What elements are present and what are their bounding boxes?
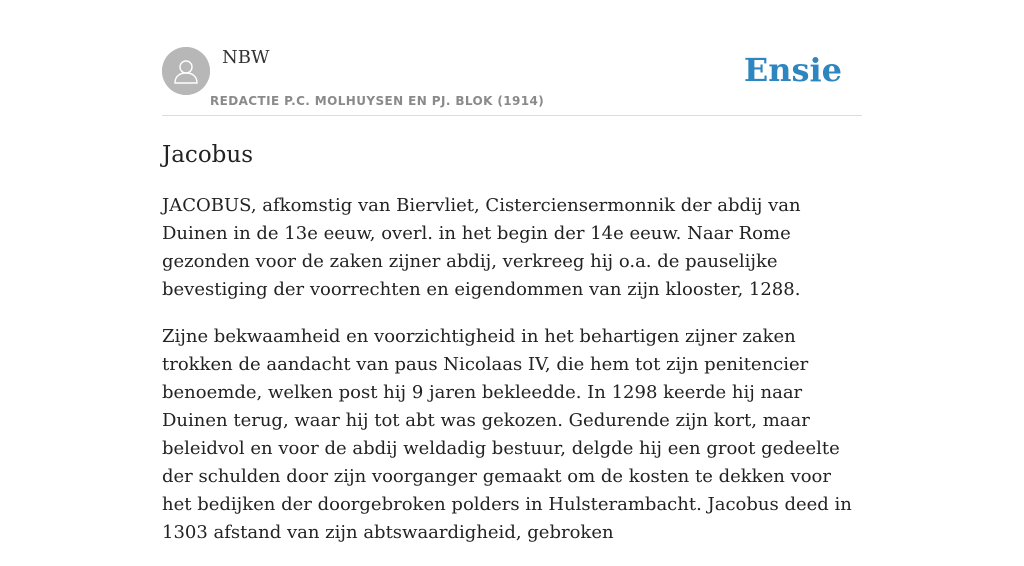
user-avatar-icon [162,47,210,95]
article-title: Jacobus [162,142,254,168]
author-name[interactable]: NBW [222,47,270,68]
article-paragraph: Zijne bekwaamheid en voorzichtigheid in het behartigen zijner zaken trokken de aandacht van paus Nicolaas IV, die hem tot zijn penitencier benoemde, welken post hij 9 jaren bekleedde. In 1298 keerde hij naar Duinen terug, waar hij tot abt was gekozen. Gedurende zijn kort, maar beleidvol en voor de abdij weldadig bestuur, delgde hij een groot gedeelte der schulden door zijn voorganger gemaakt om de kosten te dekken voor het bedijken der doorgebroken polders in Hulsterambacht. Jacobus deed in 1303 afstand van zijn abtswaardigheid, gebroken [162,326,852,543]
page-container [162,0,862,543]
editorial-credit: REDACTIE P.C. MOLHUYSEN EN PJ. BLOK (1914) [210,94,545,108]
article-body [162,192,862,566]
user-silhouette-icon [162,47,210,95]
ensie-logo-link[interactable]: Ensie [743,51,842,89]
article-paragraph: JACOBUS, afkomstig van Biervliet, Cisterciensermonnik der abdij van Duinen in de 13e eeuw, overl. in het begin der 14e eeuw. Naar Rome gezonden voor de zaken zijner abdij, verkreeg hij o.a. de pauselijke bevestiging der voorrechten en eigendommen van zijn klooster, 1288. [162,195,801,300]
page-header [162,0,862,116]
